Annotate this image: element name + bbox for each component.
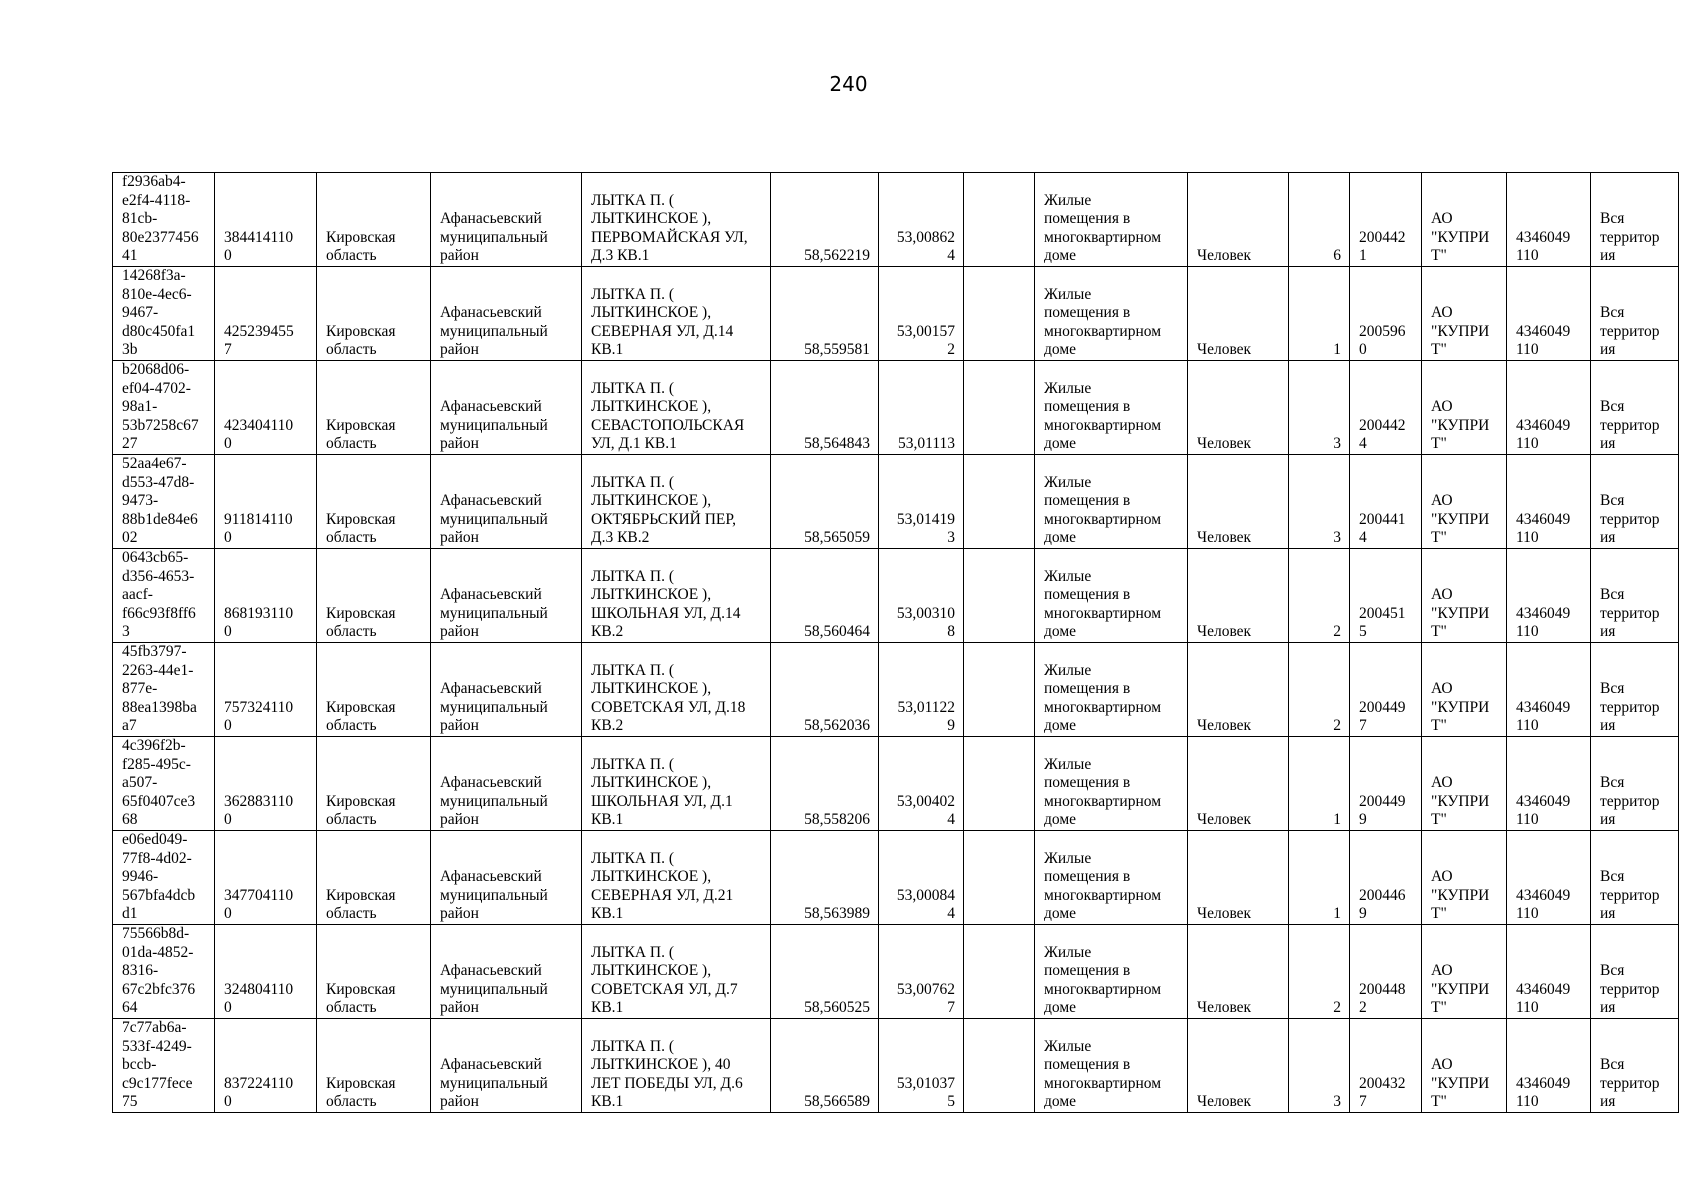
premises-type-cell: Жилые помещения в многоквартирном доме: [1035, 455, 1188, 549]
table-row: [113, 549, 1679, 643]
account-cell: 200449 7: [1350, 643, 1422, 737]
region-cell: Кировская область: [317, 737, 431, 831]
empty-cell: [964, 173, 1035, 267]
code-cell: 837224110 0: [215, 1019, 317, 1113]
empty-cell: [964, 361, 1035, 455]
account-cell: 200596 0: [1350, 267, 1422, 361]
district-cell: Афанасьевский муниципальный район: [431, 267, 582, 361]
unit-cell: Человек: [1188, 549, 1289, 643]
quantity-cell: 3: [1289, 455, 1350, 549]
inn-cell: 4346049 110: [1507, 925, 1591, 1019]
longitude-cell: 53,01113: [879, 361, 964, 455]
table-row: [113, 361, 1679, 455]
code-cell: 347704110 0: [215, 831, 317, 925]
district-cell: Афанасьевский муниципальный район: [431, 737, 582, 831]
inn-cell: 4346049 110: [1507, 173, 1591, 267]
organization-cell: АО "КУПРИ Т": [1422, 549, 1507, 643]
longitude-cell: 53,01419 3: [879, 455, 964, 549]
longitude-cell: 53,00762 7: [879, 925, 964, 1019]
empty-cell: [964, 549, 1035, 643]
region-cell: Кировская область: [317, 643, 431, 737]
record-id-cell: b2068d06- ef04-4702- 98a1- 53b7258c67 27: [113, 361, 215, 455]
longitude-cell: 53,00310 8: [879, 549, 964, 643]
inn-cell: 4346049 110: [1507, 361, 1591, 455]
latitude-cell: 58,565059: [771, 455, 879, 549]
premises-type-cell: Жилые помещения в многоквартирном доме: [1035, 643, 1188, 737]
territory-cell: Вся территор ия: [1591, 361, 1679, 455]
district-cell: Афанасьевский муниципальный район: [431, 455, 582, 549]
quantity-cell: 3: [1289, 1019, 1350, 1113]
table-row: [113, 737, 1679, 831]
account-cell: 200449 9: [1350, 737, 1422, 831]
inn-cell: 4346049 110: [1507, 455, 1591, 549]
organization-cell: АО "КУПРИ Т": [1422, 267, 1507, 361]
premises-type-cell: Жилые помещения в многоквартирном доме: [1035, 831, 1188, 925]
longitude-cell: 53,01122 9: [879, 643, 964, 737]
inn-cell: 4346049 110: [1507, 831, 1591, 925]
district-cell: Афанасьевский муниципальный район: [431, 361, 582, 455]
region-cell: Кировская область: [317, 831, 431, 925]
longitude-cell: 53,00402 4: [879, 737, 964, 831]
code-cell: 384414110 0: [215, 173, 317, 267]
longitude-cell: 53,00862 4: [879, 173, 964, 267]
territory-cell: Вся территор ия: [1591, 831, 1679, 925]
inn-cell: 4346049 110: [1507, 643, 1591, 737]
unit-cell: Человек: [1188, 925, 1289, 1019]
inn-cell: 4346049 110: [1507, 1019, 1591, 1113]
premises-type-cell: Жилые помещения в многоквартирном доме: [1035, 925, 1188, 1019]
record-id-cell: 52aa4e67- d553-47d8- 9473- 88b1de84e6 02: [113, 455, 215, 549]
table-row: [113, 831, 1679, 925]
organization-cell: АО "КУПРИ Т": [1422, 455, 1507, 549]
organization-cell: АО "КУПРИ Т": [1422, 173, 1507, 267]
territory-cell: Вся территор ия: [1591, 737, 1679, 831]
record-id-cell: 45fb3797- 2263-44e1- 877e- 88ea1398ba a7: [113, 643, 215, 737]
premises-type-cell: Жилые помещения в многоквартирном доме: [1035, 1019, 1188, 1113]
record-id-cell: 0643cb65- d356-4653- aacf- f66c93f8ff6 3: [113, 549, 215, 643]
record-id-cell: 7c77ab6a- 533f-4249- bccb- c9c177fece 75: [113, 1019, 215, 1113]
table-row: [113, 1019, 1679, 1113]
account-cell: 200442 4: [1350, 361, 1422, 455]
region-cell: Кировская область: [317, 925, 431, 1019]
territory-cell: Вся территор ия: [1591, 1019, 1679, 1113]
quantity-cell: 1: [1289, 737, 1350, 831]
empty-cell: [964, 643, 1035, 737]
account-cell: 200432 7: [1350, 1019, 1422, 1113]
empty-cell: [964, 925, 1035, 1019]
quantity-cell: 1: [1289, 831, 1350, 925]
code-cell: 324804110 0: [215, 925, 317, 1019]
address-cell: ЛЫТКА П. ( ЛЫТКИНСКОЕ ), ШКОЛЬНАЯ УЛ, Д.14 КВ.2: [582, 549, 771, 643]
inn-cell: 4346049 110: [1507, 549, 1591, 643]
code-cell: 911814110 0: [215, 455, 317, 549]
latitude-cell: 58,558206: [771, 737, 879, 831]
premises-type-cell: Жилые помещения в многоквартирном доме: [1035, 267, 1188, 361]
territory-cell: Вся территор ия: [1591, 455, 1679, 549]
quantity-cell: 3: [1289, 361, 1350, 455]
empty-cell: [964, 1019, 1035, 1113]
address-cell: ЛЫТКА П. ( ЛЫТКИНСКОЕ ), СЕВЕРНАЯ УЛ, Д.14 КВ.1: [582, 267, 771, 361]
district-cell: Афанасьевский муниципальный район: [431, 173, 582, 267]
record-id-cell: 75566b8d- 01da-4852- 8316- 67c2bfc376 64: [113, 925, 215, 1019]
quantity-cell: 6: [1289, 173, 1350, 267]
district-cell: Афанасьевский муниципальный район: [431, 1019, 582, 1113]
region-cell: Кировская область: [317, 173, 431, 267]
premises-type-cell: Жилые помещения в многоквартирном доме: [1035, 737, 1188, 831]
unit-cell: Человек: [1188, 455, 1289, 549]
address-cell: ЛЫТКА П. ( ЛЫТКИНСКОЕ ), 40 ЛЕТ ПОБЕДЫ УЛ, Д.6 КВ.1: [582, 1019, 771, 1113]
territory-cell: Вся территор ия: [1591, 549, 1679, 643]
organization-cell: АО "КУПРИ Т": [1422, 831, 1507, 925]
account-cell: 200446 9: [1350, 831, 1422, 925]
district-cell: Афанасьевский муниципальный район: [431, 831, 582, 925]
region-cell: Кировская область: [317, 455, 431, 549]
region-cell: Кировская область: [317, 549, 431, 643]
district-cell: Афанасьевский муниципальный район: [431, 643, 582, 737]
record-id-cell: f2936ab4- e2f4-4118- 81cb- 80e2377456 41: [113, 173, 215, 267]
code-cell: 423404110 0: [215, 361, 317, 455]
empty-cell: [964, 831, 1035, 925]
region-cell: Кировская область: [317, 361, 431, 455]
table-row: [113, 925, 1679, 1019]
longitude-cell: 53,00084 4: [879, 831, 964, 925]
record-id-cell: 4c396f2b- f285-495c- a507- 65f0407ce3 68: [113, 737, 215, 831]
account-cell: 200451 5: [1350, 549, 1422, 643]
record-id-cell: 14268f3a- 810e-4ec6- 9467- d80c450fa1 3b: [113, 267, 215, 361]
code-cell: 757324110 0: [215, 643, 317, 737]
table-row: [113, 455, 1679, 549]
record-id-cell: e06ed049- 77f8-4d02- 9946- 567bfa4dcb d1: [113, 831, 215, 925]
account-cell: 200442 1: [1350, 173, 1422, 267]
empty-cell: [964, 267, 1035, 361]
territory-cell: Вся территор ия: [1591, 267, 1679, 361]
territory-cell: Вся территор ия: [1591, 643, 1679, 737]
latitude-cell: 58,562219: [771, 173, 879, 267]
address-cell: ЛЫТКА П. ( ЛЫТКИНСКОЕ ), СЕВЕРНАЯ УЛ, Д.21 КВ.1: [582, 831, 771, 925]
territory-cell: Вся территор ия: [1591, 925, 1679, 1019]
inn-cell: 4346049 110: [1507, 737, 1591, 831]
organization-cell: АО "КУПРИ Т": [1422, 643, 1507, 737]
unit-cell: Человек: [1188, 737, 1289, 831]
district-cell: Афанасьевский муниципальный район: [431, 925, 582, 1019]
address-cell: ЛЫТКА П. ( ЛЫТКИНСКОЕ ), СОВЕТСКАЯ УЛ, Д.7 КВ.1: [582, 925, 771, 1019]
organization-cell: АО "КУПРИ Т": [1422, 1019, 1507, 1113]
latitude-cell: 58,563989: [771, 831, 879, 925]
premises-type-cell: Жилые помещения в многоквартирном доме: [1035, 549, 1188, 643]
address-cell: ЛЫТКА П. ( ЛЫТКИНСКОЕ ), СОВЕТСКАЯ УЛ, Д.18 КВ.2: [582, 643, 771, 737]
quantity-cell: 2: [1289, 925, 1350, 1019]
address-cell: ЛЫТКА П. ( ЛЫТКИНСКОЕ ), ШКОЛЬНАЯ УЛ, Д.1 КВ.1: [582, 737, 771, 831]
address-cell: ЛЫТКА П. ( ЛЫТКИНСКОЕ ), ОКТЯБРЬСКИЙ ПЕР, Д.3 КВ.2: [582, 455, 771, 549]
latitude-cell: 58,560525: [771, 925, 879, 1019]
district-cell: Афанасьевский муниципальный район: [431, 549, 582, 643]
quantity-cell: 2: [1289, 643, 1350, 737]
quantity-cell: 1: [1289, 267, 1350, 361]
longitude-cell: 53,00157 2: [879, 267, 964, 361]
organization-cell: АО "КУПРИ Т": [1422, 925, 1507, 1019]
quantity-cell: 2: [1289, 549, 1350, 643]
unit-cell: Человек: [1188, 831, 1289, 925]
code-cell: 868193110 0: [215, 549, 317, 643]
address-cell: ЛЫТКА П. ( ЛЫТКИНСКОЕ ), ПЕРВОМАЙСКАЯ УЛ, Д.3 КВ.1: [582, 173, 771, 267]
account-cell: 200448 2: [1350, 925, 1422, 1019]
address-cell: ЛЫТКА П. ( ЛЫТКИНСКОЕ ), СЕВАСТОПОЛЬСКАЯ УЛ, Д.1 КВ.1: [582, 361, 771, 455]
unit-cell: Человек: [1188, 1019, 1289, 1113]
code-cell: 425239455 7: [215, 267, 317, 361]
unit-cell: Человек: [1188, 643, 1289, 737]
latitude-cell: 58,562036: [771, 643, 879, 737]
page-number: 240: [829, 72, 868, 96]
organization-cell: АО "КУПРИ Т": [1422, 361, 1507, 455]
unit-cell: Человек: [1188, 267, 1289, 361]
region-cell: Кировская область: [317, 267, 431, 361]
table-row: [113, 173, 1679, 267]
unit-cell: Человек: [1188, 361, 1289, 455]
latitude-cell: 58,559581: [771, 267, 879, 361]
territory-cell: Вся территор ия: [1591, 173, 1679, 267]
inn-cell: 4346049 110: [1507, 267, 1591, 361]
empty-cell: [964, 455, 1035, 549]
table-row: [113, 643, 1679, 737]
region-cell: Кировская область: [317, 1019, 431, 1113]
unit-cell: Человек: [1188, 173, 1289, 267]
longitude-cell: 53,01037 5: [879, 1019, 964, 1113]
account-cell: 200441 4: [1350, 455, 1422, 549]
latitude-cell: 58,566589: [771, 1019, 879, 1113]
latitude-cell: 58,564843: [771, 361, 879, 455]
code-cell: 362883110 0: [215, 737, 317, 831]
table-row: [113, 267, 1679, 361]
registry-table: [112, 172, 1679, 1113]
latitude-cell: 58,560464: [771, 549, 879, 643]
organization-cell: АО "КУПРИ Т": [1422, 737, 1507, 831]
premises-type-cell: Жилые помещения в многоквартирном доме: [1035, 173, 1188, 267]
premises-type-cell: Жилые помещения в многоквартирном доме: [1035, 361, 1188, 455]
empty-cell: [964, 737, 1035, 831]
